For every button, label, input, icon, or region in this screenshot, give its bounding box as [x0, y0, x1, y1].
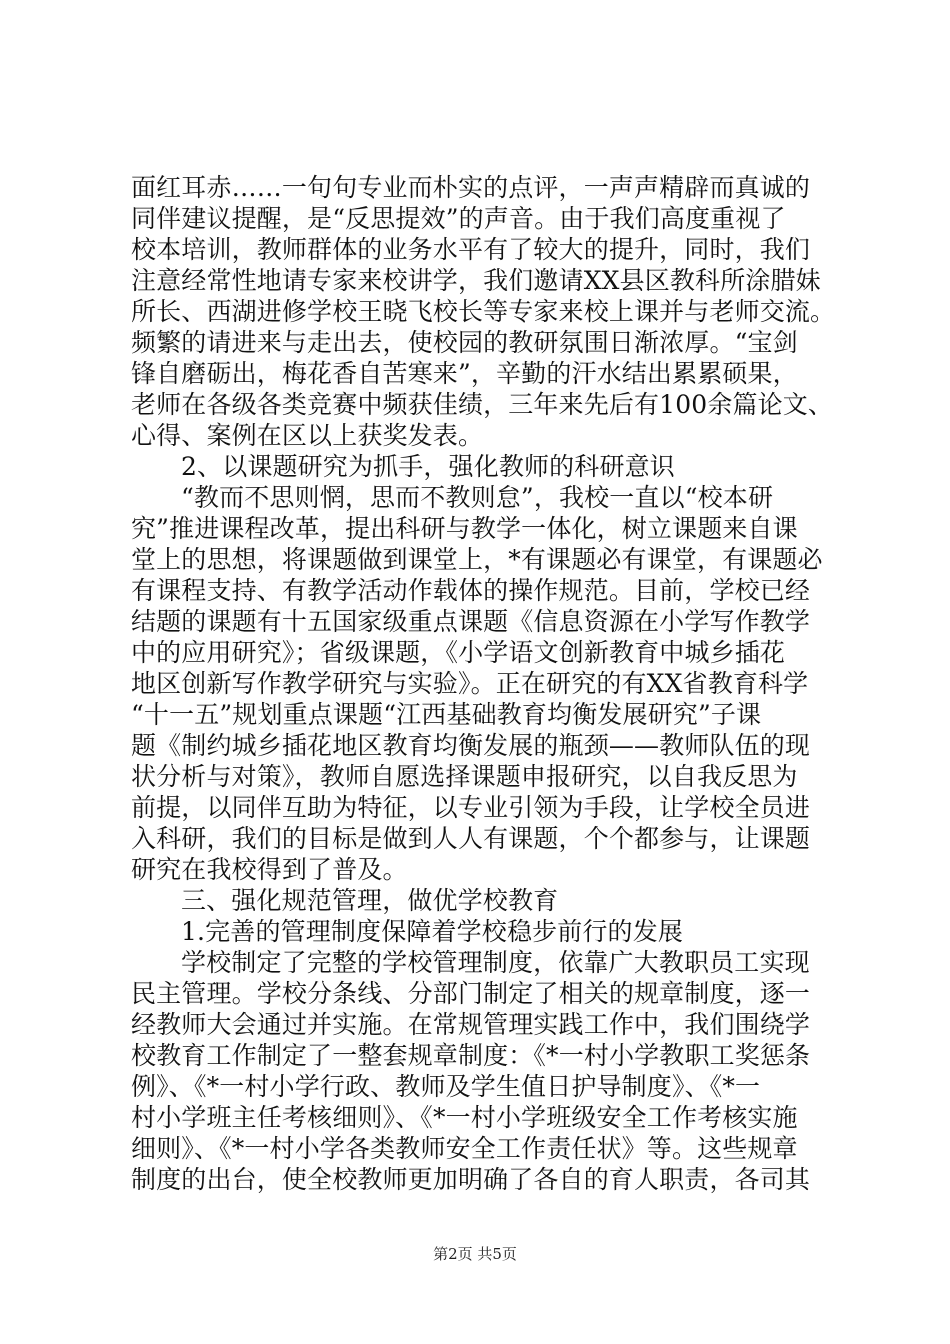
text-line: 入科研，我们的目标是做到人人有课题，个个都参与，让课题	[131, 824, 811, 853]
text-line: “十一五”规划重点课题“江西基础教育均衡发展研究”子课	[131, 700, 762, 729]
text-line: 所长、西湖进修学校王晓飞校长等专家来校上课并与老师交流。	[131, 297, 836, 326]
text-line: 状分析与对策》，教师自愿选择课题申报研究，以自我反思为	[131, 762, 798, 791]
text-line: 校教育工作制定了一整套规章制度：《*一村小学教职工奖惩条	[131, 1041, 811, 1070]
page-number: 第2页 共5页	[433, 1245, 517, 1263]
text-line: 研究在我校得到了普及。	[131, 855, 408, 884]
text-line: 学校制定了完整的学校管理制度，依靠广大教职员工实现	[181, 948, 810, 977]
text-line: 同伴建议提醒，是“反思提效”的声音。由于我们高度重视了	[131, 204, 786, 233]
section-heading: 三、强化规范管理，做优学校教育	[181, 886, 559, 915]
section-heading: 1.完善的管理制度保障着学校稳步前行的发展	[181, 917, 684, 946]
text-line: 制度的出台，使全校教师更加明确了各自的育人职责，各司其	[131, 1165, 811, 1194]
text-line: 村小学班主任考核细则》、《*一村小学班级安全工作考核实施	[131, 1103, 798, 1132]
text-line: 细则》、《*一村小学各类教师安全工作责任状》等。这些规章	[131, 1134, 798, 1163]
text-line: “教而不思则惘，思而不教则怠”，我校一直以“校本研	[181, 483, 774, 512]
text-line: 民主管理。学校分条线、分部门制定了相关的规章制度，逐一	[131, 979, 811, 1008]
text-line: 前提，以同伴互助为特征，以专业引领为手段，让学校全员进	[131, 793, 811, 822]
text-line: 注意经常性地请专家来校讲学，我们邀请XX县区教科所涂腊妹	[131, 266, 821, 295]
text-line: 题《制约城乡插花地区教育均衡发展的瓶颈——教师队伍的现	[131, 731, 811, 760]
text-line: 频繁的请进来与走出去，使校园的教研氛围日渐浓厚。“宝剑	[131, 328, 798, 357]
text-line: 有课程支持、有教学活动作载体的操作规范。目前，学校已经	[131, 576, 811, 605]
text-line: 锋自磨砺出，梅花香自苦寒来”，辛勤的汗水结出累累硕果，	[131, 359, 798, 388]
text-line: 地区创新写作教学研究与实验》。正在研究的有XX省教育科学	[131, 669, 809, 698]
text-line: 面红耳赤……一句句专业而朴实的点评，一声声精辟而真诚的	[131, 173, 811, 202]
text-line: 心得、案例在区以上获奖发表。	[131, 421, 484, 450]
text-line: 例》、《*一村小学行政、教师及学生值日护导制度》、《*一	[131, 1072, 761, 1101]
text-line: 经教师大会通过并实施。在常规管理实践工作中，我们围绕学	[131, 1010, 811, 1039]
text-line: 中的应用研究》；省级课题，《小学语文创新教育中城乡插花	[131, 638, 786, 667]
text-line: 结题的课题有十五国家级重点课题《信息资源在小学写作教学	[131, 607, 811, 636]
text-line: 究”推进课程改革，提出科研与教学一体化，树立课题来自课	[131, 514, 798, 543]
body-text	[131, 172, 836, 1195]
text-line: 校本培训，教师群体的业务水平有了较大的提升，同时，我们	[131, 235, 811, 264]
text-line: 堂上的思想，将课题做到课堂上，*有课题必有课堂，有课题必	[131, 545, 823, 574]
text-line: 老师在各级各类竞赛中频获佳绩，三年来先后有100余篇论文、	[131, 390, 834, 419]
section-heading: 2、以课题研究为抓手，强化教师的科研意识	[181, 452, 675, 481]
